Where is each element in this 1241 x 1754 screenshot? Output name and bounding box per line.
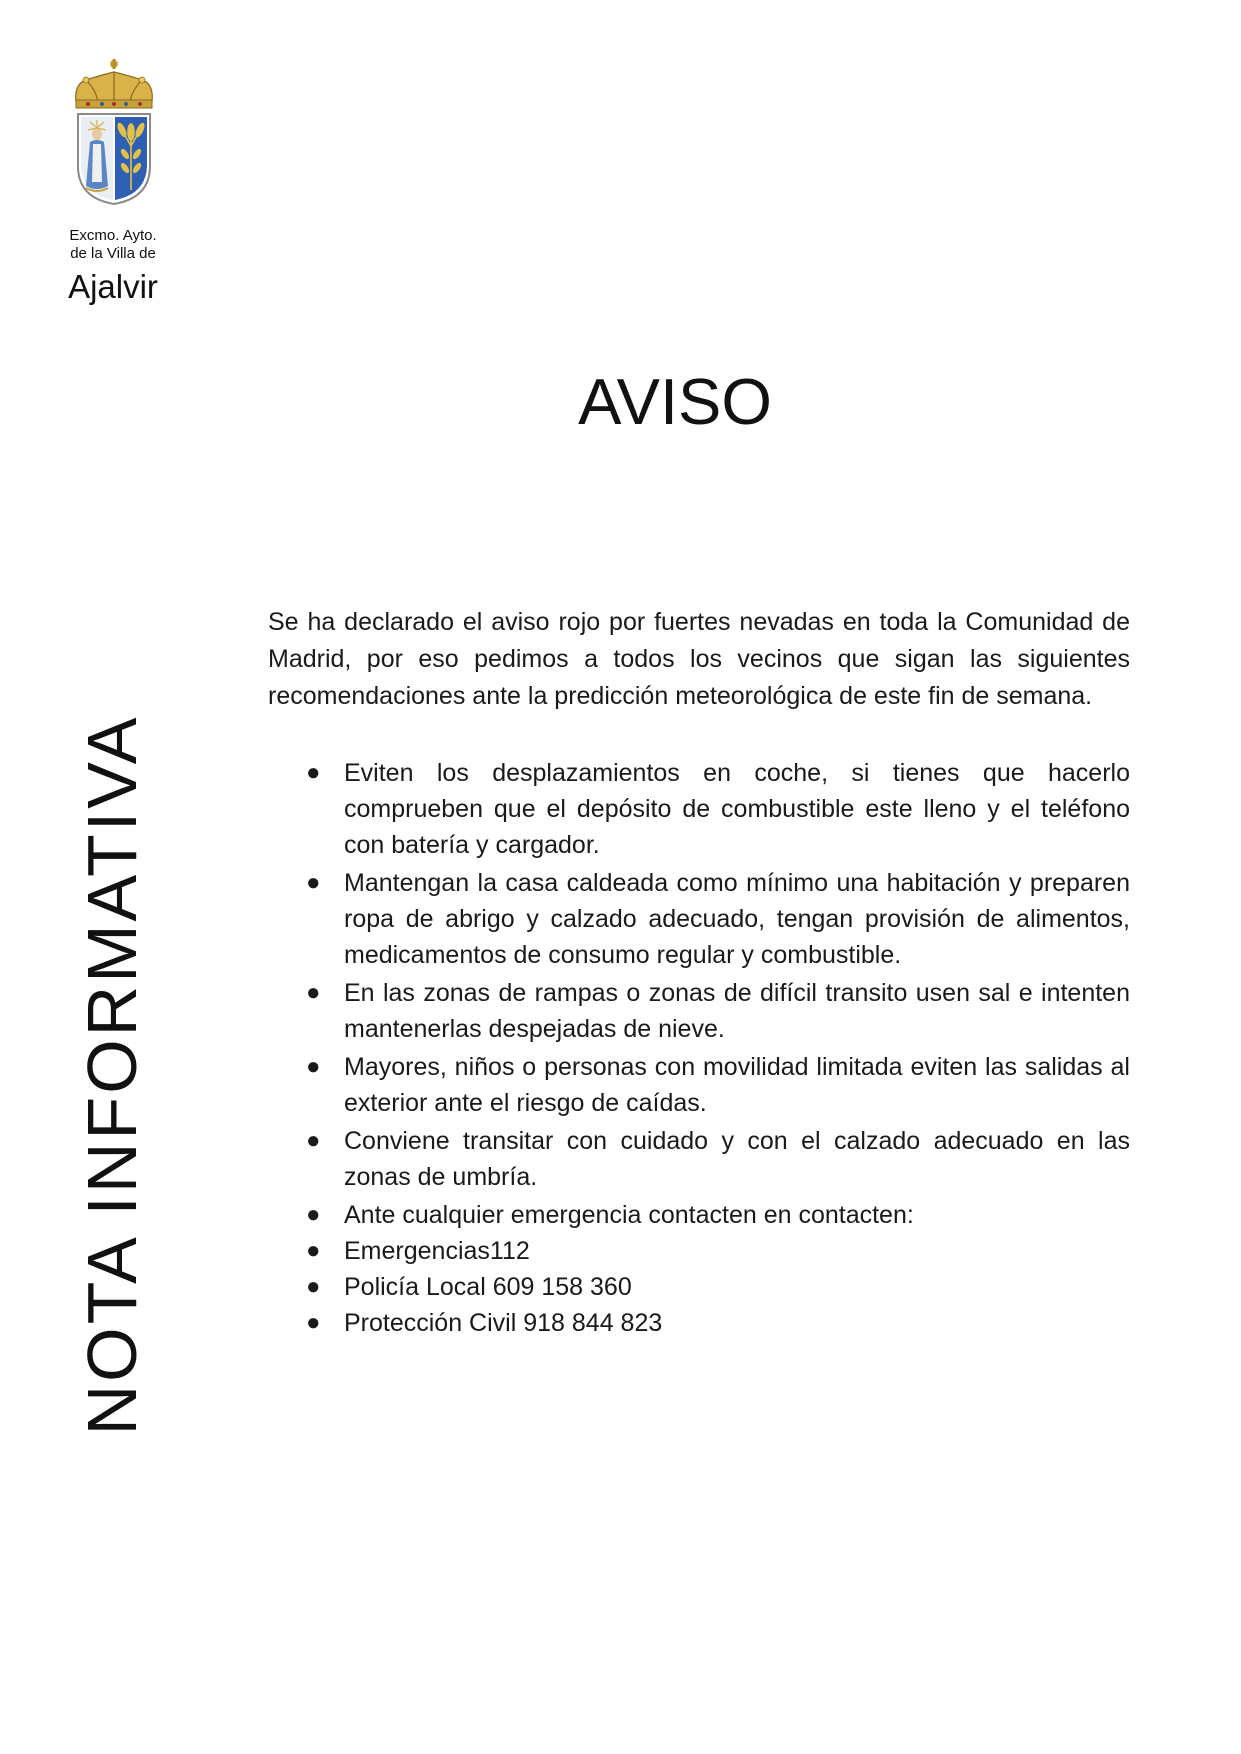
bullet-icon: ● xyxy=(306,1273,321,1300)
bullet-icon: ● xyxy=(306,869,321,896)
list-item xyxy=(268,1269,1130,1305)
bullet-icon: ● xyxy=(306,1309,321,1336)
list-item-text: En las zonas de rampas o zonas de difícil transito usen sal e intenten mantenerlas despejadas de nieve. xyxy=(344,979,1130,1043)
page-title: AVISO xyxy=(578,365,772,438)
list-item xyxy=(268,1049,1130,1121)
list-item xyxy=(268,1197,1130,1233)
intro-paragraph: Se ha declarado el aviso rojo por fuertes nevadas en toda la Comunidad de Madrid, por eso pedimos a todos los vecinos que sigan las siguientes recomendaciones ante la predicción meteorológica de este fin de semana. xyxy=(268,608,1130,710)
bullet-icon: ● xyxy=(306,759,321,786)
side-label: NOTA INFORMATIVA xyxy=(73,714,151,1436)
crown-icon xyxy=(76,59,153,108)
bullet-icon: ● xyxy=(306,1237,321,1264)
recommendation-list xyxy=(268,755,1130,1341)
town-name: Ajalvir xyxy=(68,268,158,305)
list-item xyxy=(268,865,1130,973)
list-item-text: Mayores, niños o personas con movilidad limitada eviten las salidas al exterior ante el riesgo de caídas. xyxy=(344,1053,1130,1117)
bullet-icon: ● xyxy=(306,979,321,1006)
list-item-text: Protección Civil 918 844 823 xyxy=(344,1309,663,1337)
list-item-text: Policía Local 609 158 360 xyxy=(344,1273,632,1301)
shield-icon xyxy=(78,114,150,204)
list-item-text: Ante cualquier emergencia contacten en contacten: xyxy=(344,1201,914,1229)
list-item xyxy=(268,1305,1130,1341)
bullet-icon: ● xyxy=(306,1053,321,1080)
bullet-icon: ● xyxy=(306,1127,321,1154)
list-item xyxy=(268,975,1130,1047)
list-item-text: Mantengan la casa caldeada como mínimo una habitación y preparen ropa de abrigo y calzado adecuado, tengan provisión de alimentos, medicamentos de consumo regular y combustible. xyxy=(344,869,1130,969)
list-item xyxy=(268,1233,1130,1269)
coat-of-arms-logo xyxy=(68,58,160,208)
org-name-line2: de la Villa de xyxy=(70,245,156,262)
org-name-line1: Excmo. Ayto. xyxy=(69,227,157,244)
bullet-icon: ● xyxy=(306,1201,321,1228)
list-item-text: Conviene transitar con cuidado y con el calzado adecuado en las zonas de umbría. xyxy=(344,1127,1130,1191)
list-item-text: Emergencias112 xyxy=(344,1237,530,1265)
list-item xyxy=(268,1123,1130,1195)
list-item xyxy=(268,755,1130,863)
list-item-text: Eviten los desplazamientos en coche, si tienes que hacerlo comprueben que el depósito de combustible este lleno y el teléfono con batería y cargador. xyxy=(344,759,1130,859)
